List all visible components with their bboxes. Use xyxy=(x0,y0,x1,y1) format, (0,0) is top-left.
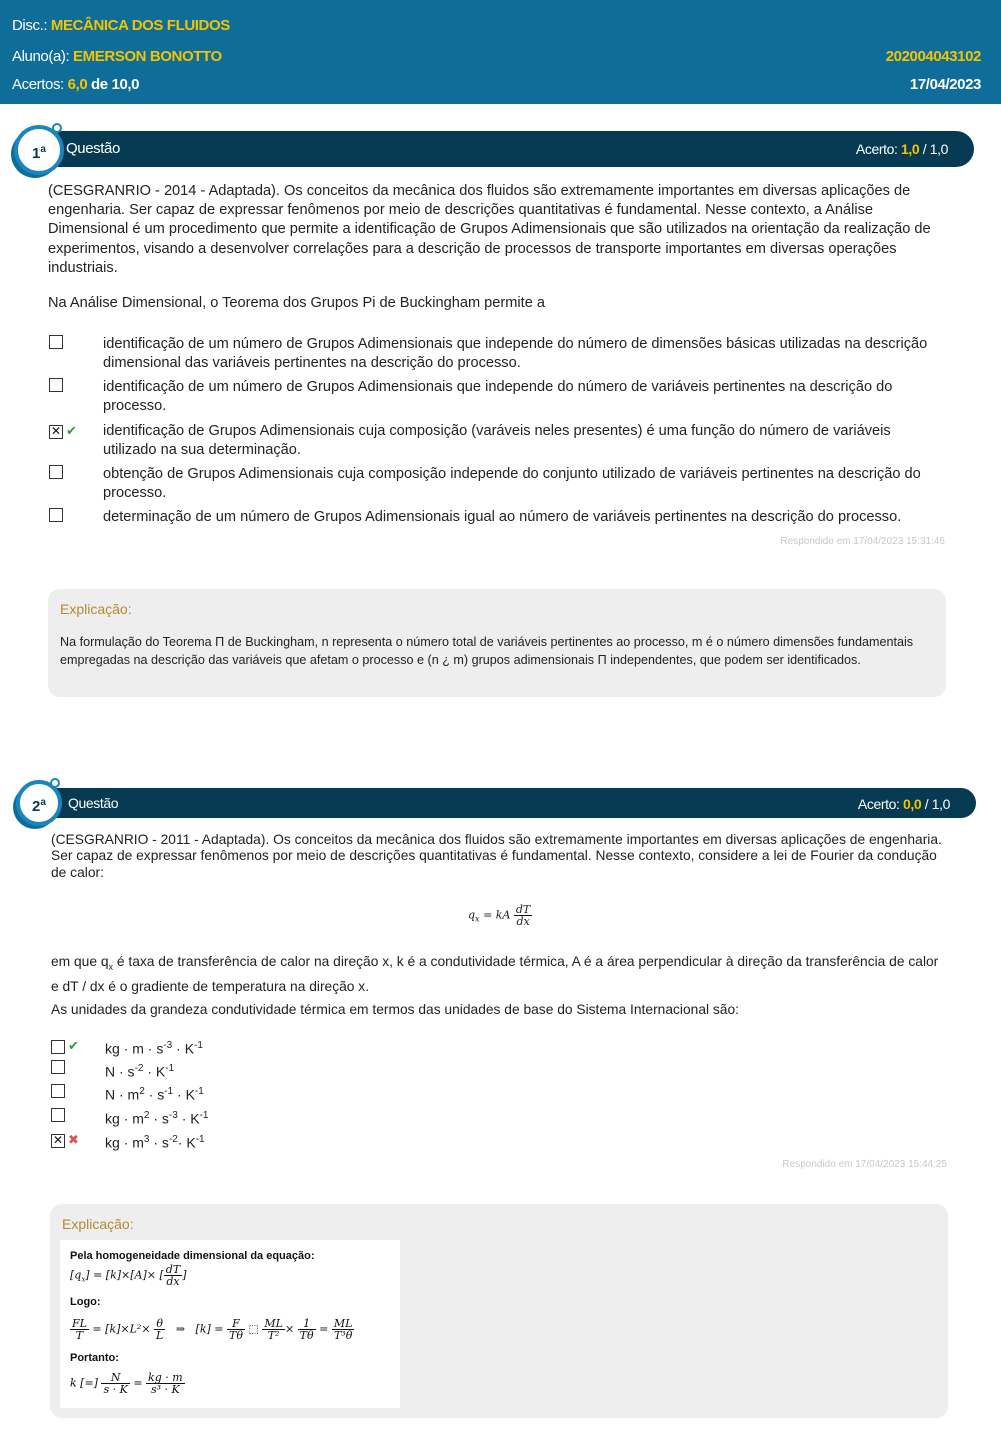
opt-d-part3: · K xyxy=(177,1110,200,1127)
opt-d-exp3: -1 xyxy=(199,1110,209,1121)
expl-eq-2: $\frac{FL}{T}$ = [k]×L²× $\frac{\theta}{L}$ ⇒ [k] = $\frac{F}{T\theta}$ ⬚ $\frac{ML}{\text{T²}}$ × $\frac{1}{T\theta}$ = $\frac{ML}{\text{T³θ}}$ xyxy=(72,1317,353,1342)
opt-e-exp3: -1 xyxy=(195,1134,205,1145)
discipline-value: MECÂNICA DOS FLUIDOS xyxy=(50,17,230,34)
question-1-prompt: Na Análise Dimensional, o Teorema dos Grupos Pi de Buckingham permite a xyxy=(48,295,545,311)
opt-b-part: N · s xyxy=(105,1063,135,1080)
desc-sub: x xyxy=(108,961,114,972)
question-1-ordinal: a xyxy=(40,144,46,155)
opt-d-part: kg · m xyxy=(105,1110,144,1127)
q1-option-d-checkbox[interactable] xyxy=(49,465,63,479)
q1-option-d-text[interactable]: obtenção de Grupos Adimensionais cuja composição independe do conjunto utilizado de variáveis pertinentes na descrição do processo. xyxy=(103,466,921,501)
expl-line-2: Logo: xyxy=(70,1296,101,1308)
q1-option-a-text[interactable]: identificação de um número de Grupos Adimensionais que independe do número de dimensões básicas utilizadas na descrição dimensional das variáveis pertinentes na descrição do processo. xyxy=(103,336,928,371)
q2-explanation-title: Explicação: xyxy=(62,1216,134,1232)
q2-answered-time: Respondido em 17/04/2023 15:44:25 xyxy=(782,1159,947,1170)
question-2-score xyxy=(858,796,950,812)
opt-c-part: N · m xyxy=(105,1086,140,1103)
q2-option-c-checkbox[interactable] xyxy=(51,1084,65,1098)
q1-answered-time: Respondido em 17/04/2023 15:31:46 xyxy=(780,536,945,547)
score-value: 6,0 xyxy=(67,76,88,93)
question-2-score-label: Acerto: xyxy=(857,796,900,812)
question-2-badge xyxy=(16,780,62,826)
formula-denominator: dx xyxy=(516,915,530,928)
formula-mid: = kA xyxy=(483,908,511,922)
desc-part-2: é taxa de transferência de calor na direção x, k é a condutividade térmica, A é a área perpendicular à direção da transferência de calor e dT / dx é o gradiente de temperatura na direção x. xyxy=(51,954,939,994)
student-value: EMERSON BONOTTO xyxy=(73,48,222,65)
q1-option-e-text[interactable]: determinação de um número de Grupos Adimensionais igual ao número de variáveis pertinentes na descrição do processo. xyxy=(103,509,902,525)
correct-check-icon: ✔ xyxy=(68,1038,79,1053)
formula-numerator: dT xyxy=(515,903,531,916)
opt-d-exp1: 2 xyxy=(143,1110,150,1121)
question-2-prompt: As unidades da grandeza condutividade térmica em termos das unidades de base do Sistema Internacional são: xyxy=(51,1002,739,1017)
q2-option-a-checkbox[interactable] xyxy=(51,1040,65,1054)
opt-e-part: kg · m xyxy=(105,1134,144,1151)
opt-c-part3: · K xyxy=(173,1086,195,1103)
opt-c-part2: · s xyxy=(144,1086,165,1103)
q1-explanation-text: Na formulação do Teorema Π de Buckingham, n representa o número total de variáveis pertinentes ao processo, m é o número dimensões fundamentais empregadas na descrição das variáveis que afetam o processo e (n ¿ m) grupos adimensionais Π independentes, que podem ser identificados. xyxy=(60,635,914,667)
question-2-statement: (CESGRANRIO - 2011 - Adaptada). Os conceitos da mecânica dos fluidos são extremamente importantes em diversas aplicações de engenharia. Ser capaz de expressar fenômenos por meio de descrições quantitativas é fundamental. Nesse contexto, considere a lei de Fourier da condução de calor: xyxy=(51,832,942,880)
q1-option-e-checkbox[interactable] xyxy=(49,508,63,522)
question-2-number: 2 xyxy=(32,798,41,815)
expl-line-3: Portanto: xyxy=(70,1352,119,1364)
q2-explanation-box xyxy=(50,1204,948,1418)
q1-option-c-text[interactable]: identificação de Grupos Adimensionais cuja composição (varáveis neles presentes) é uma função do número de variáveis utilizado na sua determinação. xyxy=(103,423,891,458)
opt-e-part2: · s xyxy=(149,1134,169,1151)
opt-b-exp1: -2 xyxy=(134,1063,144,1074)
exam-date: 17/04/2023 xyxy=(909,76,981,93)
q1-option-a-checkbox[interactable] xyxy=(49,335,63,349)
result-header xyxy=(0,0,1001,104)
q2-option-d-checkbox[interactable] xyxy=(51,1108,65,1122)
q2-option-b-checkbox[interactable] xyxy=(51,1060,65,1074)
opt-a-exp2: -1 xyxy=(194,1040,203,1051)
discipline-label: Disc.: xyxy=(12,17,48,34)
q2-option-b-text[interactable] xyxy=(105,1063,174,1080)
question-2-score-total: / 1,0 xyxy=(924,796,950,812)
desc-part-1: em que q xyxy=(51,954,109,969)
student-id: 202004043102 xyxy=(885,48,981,65)
badge-dot-icon xyxy=(52,123,62,133)
question-1-bar xyxy=(22,131,974,167)
formula-lhs-sub: x xyxy=(475,914,480,924)
question-1-label: Questão xyxy=(66,140,120,157)
opt-c-exp2: -1 xyxy=(164,1086,174,1097)
formula-fraction xyxy=(514,904,532,927)
opt-e-exp1: 3 xyxy=(143,1134,150,1145)
question-2-bar xyxy=(22,788,976,818)
opt-d-exp2: -3 xyxy=(168,1110,178,1121)
opt-e-exp2: -2 xyxy=(168,1134,178,1145)
question-1-score xyxy=(856,141,948,157)
q2-option-e-text[interactable] xyxy=(105,1134,205,1151)
opt-a-part2: · K xyxy=(172,1040,195,1057)
q2-option-c-text[interactable] xyxy=(105,1086,204,1103)
opt-c-exp1: 2 xyxy=(139,1086,145,1097)
opt-d-part2: · s xyxy=(149,1110,169,1127)
question-1-statement: (CESGRANRIO - 2014 - Adaptada). Os conceitos da mecânica dos fluidos são extremamente importantes em diversas aplicações de engenharia. Ser capaz de expressar fenômenos por meio de descrições quantitativas é fundamental. Nesse contexto, a Análise Dimensional é um procedimento que permite a identificação de Grupos Adimensionais que são utilizados na orientação da realização de experimentos, visando a desenvolver correlações para a descrição de processos de transporte importantes em diversas operações industriais. xyxy=(48,183,931,276)
question-1-badge xyxy=(14,125,64,175)
correct-check-icon: ✔ xyxy=(66,423,77,438)
q1-option-b-checkbox[interactable] xyxy=(49,378,63,392)
q1-explanation-box xyxy=(48,589,946,697)
q2-option-a-text[interactable] xyxy=(105,1040,203,1057)
opt-b-exp2: -1 xyxy=(165,1063,175,1074)
question-1-score-label: Acerto: xyxy=(855,141,898,157)
q1-explanation-title: Explicação: xyxy=(60,601,132,617)
expl-eq-1: $[q_x] = [k]\times[A]\times$ [ $\frac{dT}{dx}$ ] xyxy=(70,1263,187,1288)
opt-a-exp1: -3 xyxy=(163,1040,173,1051)
q2-option-d-text[interactable] xyxy=(105,1110,209,1127)
dimensional-analysis-image xyxy=(60,1240,400,1408)
student-label: Aluno(a): xyxy=(12,48,70,65)
q1-option-c-checkbox[interactable]: ✕ xyxy=(50,424,62,438)
score-label: Acertos: xyxy=(12,76,64,93)
question-2-description xyxy=(51,952,946,996)
question-1-score-value: 1,0 xyxy=(900,141,920,157)
question-2-ordinal: a xyxy=(40,797,46,808)
badge-dot-icon xyxy=(50,778,60,788)
fourier-formula xyxy=(468,904,532,927)
wrong-cross-icon: ✖ xyxy=(68,1132,79,1147)
discipline-line xyxy=(12,17,230,34)
opt-e-part3: · K xyxy=(177,1134,196,1151)
question-2-score-value: 0,0 xyxy=(902,796,922,812)
expl-line-1: Pela homogeneidade dimensional da equação: xyxy=(70,1250,315,1262)
question-2-label: Questão xyxy=(68,795,119,811)
expl-eq-3: k [=] $\frac{N}{s \cdot K}$ = $\frac{kg \cdot m}{\text{s³ · K}}$ xyxy=(70,1371,183,1396)
question-1-number: 1 xyxy=(32,145,41,162)
opt-c-exp3: -1 xyxy=(194,1086,204,1097)
question-1-score-total: / 1,0 xyxy=(922,141,948,157)
opt-a-part: kg · m · s xyxy=(105,1040,164,1057)
score-line xyxy=(12,76,139,93)
score-suffix: de 10,0 xyxy=(91,76,140,93)
formula-lhs: q xyxy=(468,908,476,922)
opt-b-part2: · K xyxy=(143,1063,166,1080)
q1-option-b-text[interactable]: identificação de um número de Grupos Adimensionais que independe do número de variáveis pertinentes na descrição do processo. xyxy=(103,379,893,414)
q2-option-e-checkbox[interactable]: ✕ xyxy=(52,1133,64,1147)
student-line xyxy=(12,48,222,65)
